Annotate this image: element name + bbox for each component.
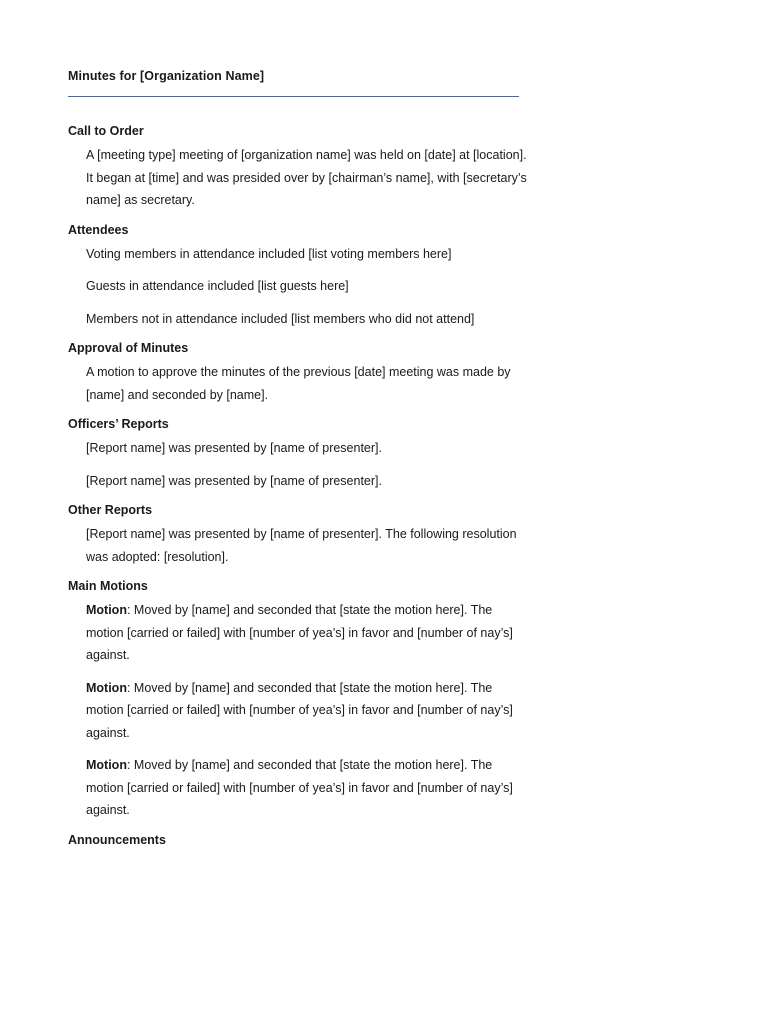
section-heading: Main Motions (68, 579, 148, 593)
motion-paragraph (86, 754, 528, 822)
section-heading: Officers’ Reports (68, 417, 169, 431)
section-paragraph: Guests in attendance included [list guests here] (86, 279, 349, 293)
section-heading: Approval of Minutes (68, 341, 189, 355)
motion-label: Motion (86, 680, 127, 695)
motion-text: : Moved by [name] and seconded that [state the motion here]. The motion [carried or failed] with [number of yea’s] in favor and [number of nay’s] against. (86, 758, 513, 817)
document-title: Minutes for [Organization Name] (68, 69, 265, 83)
motion-label: Motion (86, 603, 127, 617)
section-paragraph: [Report name] was presented by [name of presenter]. The following resolution was adopted: [resolution]. (86, 527, 517, 564)
motion-text: : Moved by [name] and seconded that [state the motion here]. The motion [carried or failed] with [number of yea’s] in favor and [number of nay’s] against. (86, 603, 513, 662)
section-heading: Attendees (68, 222, 129, 237)
motion-paragraph (86, 677, 528, 745)
motion-label: Motion (86, 758, 127, 772)
section-call-to-order (68, 123, 528, 212)
motion-paragraph (86, 599, 528, 667)
section-approval-of-minutes (68, 340, 528, 406)
section-other-reports (68, 502, 528, 568)
section-paragraph: A motion to approve the minutes of the previous [date] meeting was made by [name] and seconded by [name]. (86, 365, 511, 402)
section-announcements (68, 832, 528, 849)
section-paragraph: A [meeting type] meeting of [organization name] was held on [date] at [location]. It began at [time] and was presided over by [chairman’s name], with [secretary’s name] as secretary. (86, 148, 527, 207)
title-divider (68, 96, 519, 97)
section-paragraph: Members not in attendance included [list members who did not attend] (86, 311, 475, 326)
section-heading: Announcements (68, 832, 166, 847)
section-attendees (68, 222, 528, 331)
section-heading: Other Reports (68, 503, 153, 517)
document-body (68, 123, 528, 859)
section-paragraph: Voting members in attendance included [list voting members here] (86, 246, 452, 261)
section-heading: Call to Order (68, 124, 144, 138)
section-main-motions (68, 578, 528, 822)
motion-text: : Moved by [name] and seconded that [state the motion here]. The motion [carried or failed] with [number of yea’s] in favor and [number of nay’s] against. (86, 680, 513, 740)
section-paragraph: [Report name] was presented by [name of presenter]. (86, 441, 382, 455)
section-officers-reports (68, 416, 528, 492)
section-paragraph: [Report name] was presented by [name of presenter]. (86, 473, 382, 488)
